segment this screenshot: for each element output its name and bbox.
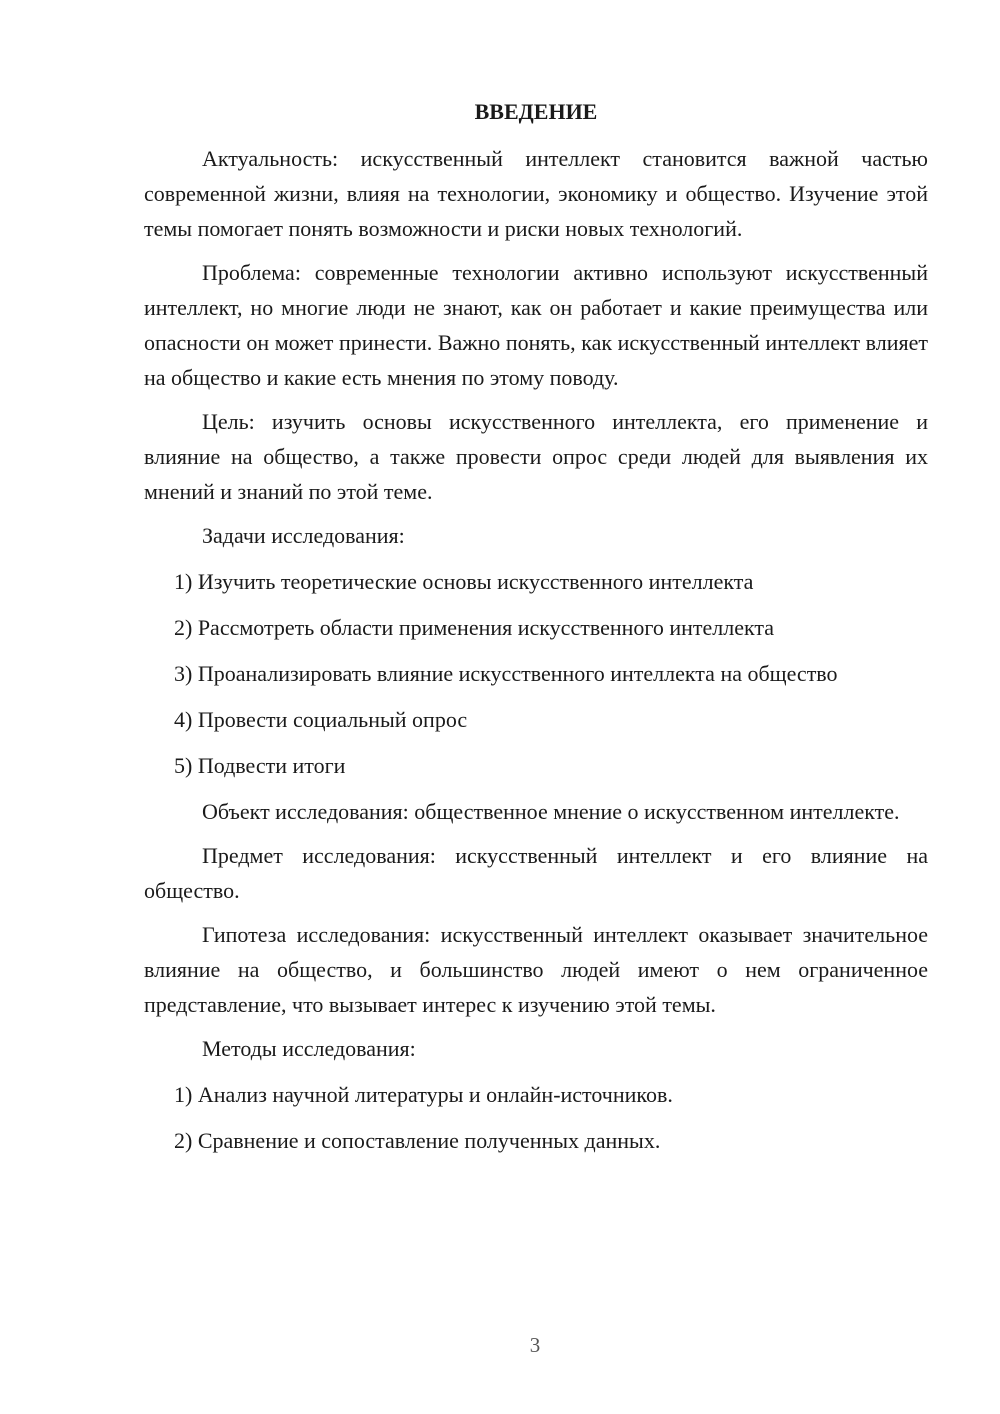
list-item: 2) Сравнение и сопоставление полученных данных.: [174, 1128, 661, 1153]
list-item: 2) Рассмотреть области применения искусственного интеллекта: [174, 615, 775, 640]
page-number: 3: [529, 1333, 541, 1357]
relevance-paragraph: Актуальность: искусственный интеллект становится важной частью современной жизни, влияя на технологии, экономику и общество. Изучение этой темы помогает понять возможности и риски новых технологий.: [144, 146, 928, 241]
tasks-heading: Задачи исследования:: [202, 523, 405, 548]
problem-paragraph: Проблема: современные технологии активно используют искусственный интеллект, но многие люди не знают, как он работает и какие преимущества или опасности он может принести. Важно понять, как искусственный интеллект влияет на общество и какие есть мнения по этому поводу.: [144, 260, 928, 390]
methods-list: [144, 1077, 928, 1158]
list-item: 1) Анализ научной литературы и онлайн-источников.: [174, 1082, 673, 1107]
tasks-list: [144, 564, 928, 783]
document-page: [144, 94, 928, 1169]
methods-heading: Методы исследования:: [202, 1036, 416, 1061]
list-item: 5) Подвести итоги: [174, 753, 346, 778]
subject-paragraph: Предмет исследования: искусственный интеллект и его влияние на общество.: [144, 843, 928, 903]
hypothesis-paragraph: Гипотеза исследования: искусственный интеллект оказывает значительное влияние на общество, и большинство людей имеют о нем ограниченное представление, что вызывает интерес к изучению этой темы.: [144, 922, 928, 1017]
page-title: ВВЕДЕНИЕ: [474, 99, 598, 124]
list-item: 4) Провести социальный опрос: [174, 707, 468, 732]
goal-paragraph: Цель: изучить основы искусственного интеллекта, его применение и влияние на общество, а также провести опрос среди людей для выявления их мнений и знаний по этой теме.: [144, 409, 928, 504]
list-item: 1) Изучить теоретические основы искусственного интеллекта: [174, 569, 754, 594]
list-item: 3) Проанализировать влияние искусственного интеллекта на общество: [174, 661, 838, 686]
object-paragraph: Объект исследования: общественное мнение о искусственном интеллекте.: [202, 799, 900, 824]
